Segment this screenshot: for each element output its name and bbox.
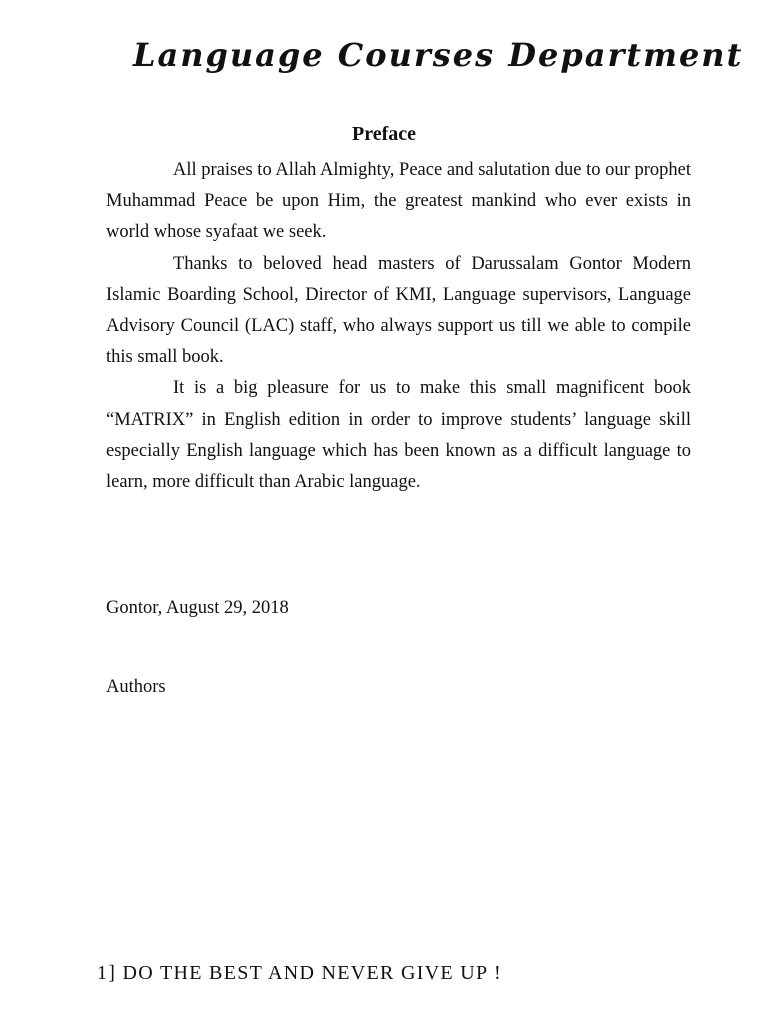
preface-paragraph: It is a big pleasure for us to make this small magnificent book “MATRIX” in English edition in order to improve students’ language skill especially English language which has been known as a difficult language to learn, more difficult than Arabic language. xyxy=(106,378,691,493)
department-title: Language Courses Department xyxy=(133,36,744,74)
place-date: Gontor, August 29, 2018 xyxy=(106,598,289,618)
signature: Authors xyxy=(106,677,166,697)
preface-paragraph: Thanks to beloved head masters of Darussalam Gontor Modern Islamic Boarding School, Director of KMI, Language supervisors, Language Advisory Council (LAC) staff, who always support us till we able to compile this small book. xyxy=(106,253,691,368)
footer-motto: 1] DO THE BEST AND NEVER GIVE UP ! xyxy=(97,962,502,984)
preface-paragraph: All praises to Allah Almighty, Peace and salutation due to our prophet Muhammad Peace be upon Him, the greatest mankind who ever exists in world whose syafaat we seek. xyxy=(106,160,691,243)
preface-body xyxy=(106,155,691,498)
preface-heading: Preface xyxy=(351,123,417,145)
